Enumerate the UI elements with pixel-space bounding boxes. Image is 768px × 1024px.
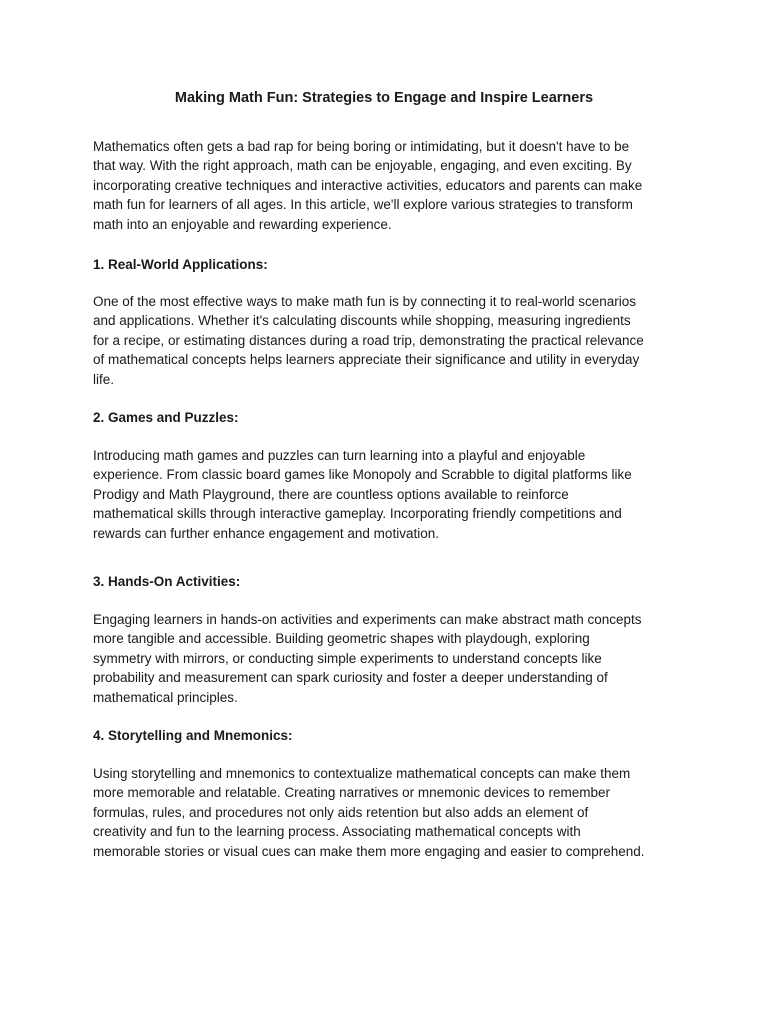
body-line: symmetry with mirrors, or conducting simple experiments to understand concepts like — [93, 650, 602, 666]
body-line: One of the most effective ways to make math fun is by connecting it to real-world scenarios — [93, 294, 637, 309]
body-line: mathematical skills through interactive gameplay. Incorporating friendly competitions and — [93, 506, 622, 522]
section-body-real-world — [93, 292, 683, 389]
intro-line: math fun for learners of all ages. In this article, we'll explore various strategies to transform — [93, 197, 633, 213]
body-line: mathematical principles. — [93, 689, 238, 705]
intro-line: Mathematics often gets a bad rap for being boring or intimidating, but it doesn't have to be — [93, 139, 630, 154]
body-line: life. — [93, 371, 115, 387]
section-heading-real-world: 1. Real-World Applications: — [93, 257, 268, 272]
body-line: and applications. Whether it's calculating discounts while shopping, measuring ingredients — [93, 313, 631, 329]
section-heading-storytelling: 4. Storytelling and Mnemonics: — [93, 728, 293, 743]
page-title: Making Math Fun: Strategies to Engage and Inspire Learners — [174, 90, 594, 106]
body-line: of mathematical concepts helps learners appreciate their significance and utility in everyday — [93, 352, 640, 368]
body-line: for a recipe, or estimating distances during a road trip, demonstrating the practical relevance — [93, 332, 644, 348]
body-line: creativity and fun to the learning process. Associating mathematical concepts with — [93, 824, 581, 840]
intro-paragraph — [93, 137, 683, 234]
section-body-games — [93, 446, 683, 543]
body-line: memorable stories or visual cues can make them more engaging and easier to comprehend. — [93, 843, 645, 859]
intro-line: that way. With the right approach, math can be enjoyable, engaging, and even exciting. By — [93, 158, 632, 174]
body-line: Introducing math games and puzzles can turn learning into a playful and enjoyable — [93, 448, 586, 463]
section-heading-games: 2. Games and Puzzles: — [93, 410, 239, 425]
intro-line: math into an enjoyable and rewarding experience. — [93, 216, 392, 232]
body-line: probability and measurement can spark curiosity and foster a deeper understanding of — [93, 670, 608, 686]
section-body-storytelling — [93, 764, 683, 861]
body-line: rewards can further enhance engagement and motivation. — [93, 525, 439, 541]
body-line: more tangible and accessible. Building geometric shapes with playdough, exploring — [93, 631, 590, 647]
intro-line: incorporating creative techniques and interactive activities, educators and parents can make — [93, 177, 643, 193]
body-line: Using storytelling and mnemonics to contextualize mathematical concepts can make them — [93, 766, 631, 781]
body-line: more memorable and relatable. Creating narratives or mnemonic devices to remember — [93, 785, 610, 801]
body-line: Prodigy and Math Playground, there are countless options available to reinforce — [93, 486, 569, 502]
body-line: Engaging learners in hands-on activities and experiments can make abstract math concepts — [93, 612, 642, 627]
body-line: experience. From classic board games like Monopoly and Scrabble to digital platforms like — [93, 467, 632, 483]
section-body-hands-on — [93, 610, 683, 707]
body-line: formulas, rules, and procedures not only aids retention but also adds an element of — [93, 804, 589, 820]
section-heading-hands-on: 3. Hands-On Activities: — [93, 574, 241, 589]
